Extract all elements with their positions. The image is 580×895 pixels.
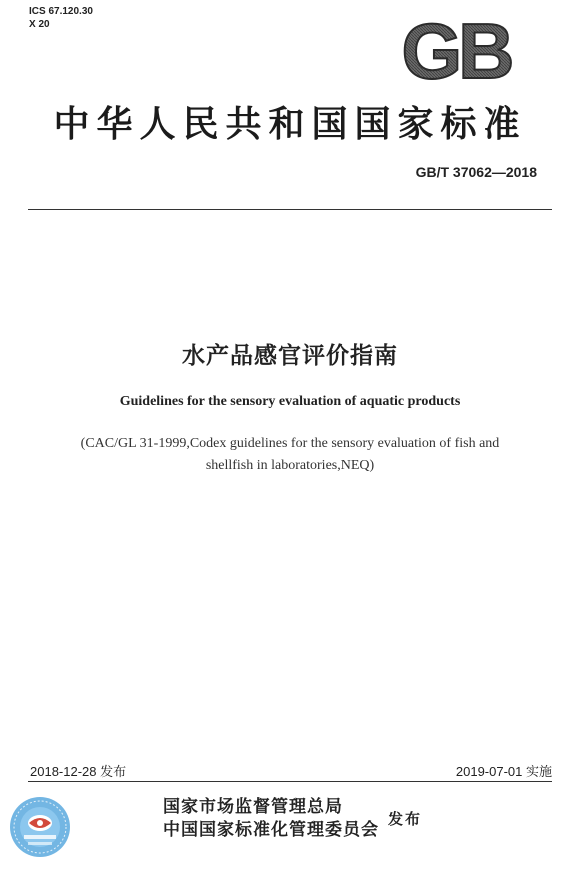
title-chinese: 水产品感官评价指南 bbox=[182, 343, 398, 369]
anti-counterfeit-stamp-icon bbox=[8, 795, 72, 859]
adoption-note-line-2: shellfish in laboratories,NEQ) bbox=[205, 458, 375, 473]
issuer-sac: 中国国家标准化管理委员会 bbox=[163, 820, 379, 840]
publish-label: 发布 bbox=[388, 810, 423, 828]
ccs-code: X 20 bbox=[29, 19, 50, 30]
classification-codes bbox=[29, 5, 93, 31]
gb-logo-text: GB bbox=[401, 16, 511, 84]
adoption-note-line-1: (CAC/GL 31-1999,Codex guidelines for the sensory evaluation of fish and bbox=[80, 436, 500, 451]
bottom-divider bbox=[28, 781, 552, 782]
ics-code: ICS 67.120.30 bbox=[29, 6, 93, 17]
implementation-date: 2019-07-01 实施 bbox=[455, 764, 552, 779]
standard-code: GB/T 37062—2018 bbox=[415, 164, 537, 180]
gb-logo bbox=[390, 16, 522, 84]
issuing-authorities bbox=[163, 796, 379, 842]
issuer-samr: 国家市场监督管理总局 bbox=[163, 797, 343, 817]
issue-date: 2018-12-28 发布 bbox=[30, 764, 127, 779]
title-english: Guidelines for the sensory evaluation of aquatic products bbox=[119, 394, 461, 409]
standard-title: 中华人民共和国国家标准 bbox=[53, 103, 527, 145]
adoption-note bbox=[0, 433, 580, 477]
top-divider bbox=[28, 209, 552, 210]
